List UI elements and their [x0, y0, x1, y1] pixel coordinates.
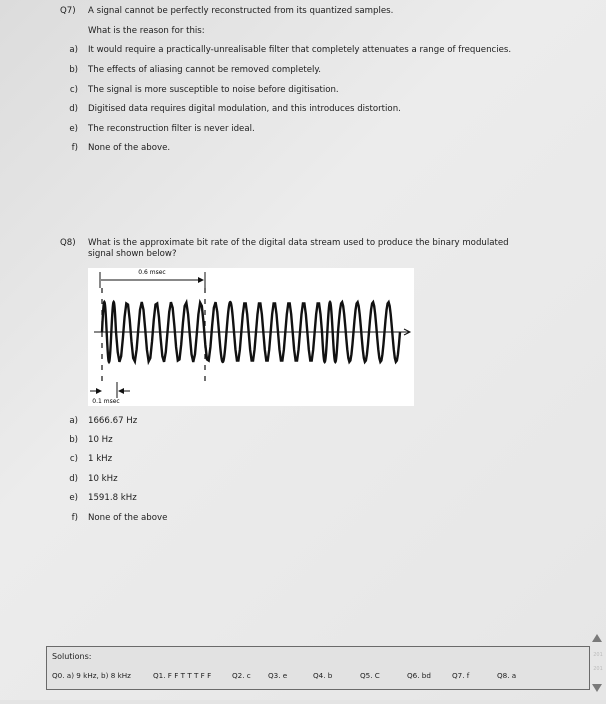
- q7-option-c: The signal is more susceptible to noise before digitisation.: [88, 85, 339, 95]
- q8-option-f: None of the above: [88, 513, 168, 523]
- q8-question-line1: What is the approximate bit rate of the digital data stream used to produce the binary modulated: [88, 238, 509, 248]
- sidebar-text-top: 201: [593, 652, 603, 658]
- solution-q1: Q1. F F T T T F F: [153, 671, 212, 680]
- q7-option-e-label: e): [69, 124, 78, 134]
- q8-option-f-label: f): [71, 513, 78, 523]
- solutions-box: [46, 646, 590, 690]
- solution-q5: Q5. C: [360, 671, 380, 680]
- q8-option-c-label: c): [69, 454, 78, 464]
- solution-q8: Q8. a: [497, 671, 517, 680]
- q7-option-b-label: b): [69, 65, 78, 75]
- sidebar-text-bottom: 201: [593, 666, 603, 672]
- solution-q4: Q4. b: [313, 671, 333, 680]
- solutions-title: Solutions:: [52, 652, 92, 661]
- q8-option-c: 1 kHz: [88, 454, 113, 464]
- q7-question: A signal cannot be perfectly reconstructed from its quantized samples.: [88, 6, 394, 16]
- q7-option-f-label: f): [71, 143, 78, 153]
- bottom-dimension-label: 0.1 msec: [92, 398, 120, 405]
- solution-q3: Q3. e: [268, 671, 288, 680]
- q7-option-d: Digitised data requires digital modulation, and this introduces distortion.: [88, 104, 401, 114]
- q8-option-e: 1591.8 kHz: [88, 493, 137, 503]
- q8-option-b-label: b): [69, 435, 78, 445]
- q8-option-d: 10 kHz: [88, 474, 118, 484]
- scroll-down-icon[interactable]: [592, 684, 602, 692]
- q7-option-e: The reconstruction filter is never ideal.: [88, 124, 255, 134]
- solution-q6: Q6. bd: [407, 671, 431, 680]
- solution-q7: Q7. f: [452, 671, 470, 680]
- q8-option-a-label: a): [69, 416, 78, 426]
- modulated-signal-figure: [88, 268, 414, 406]
- q7-prompt: What is the reason for this:: [88, 26, 205, 36]
- q8-option-b: 10 Hz: [88, 435, 113, 445]
- q8-option-e-label: e): [69, 493, 78, 503]
- q7-option-a: It would require a practically-unrealisable filter that completely attenuates a range of frequencies.: [88, 45, 512, 55]
- top-dimension-label: 0.6 msec: [138, 269, 166, 276]
- modulated-signal-diagram: [88, 268, 414, 406]
- q7-option-c-label: c): [69, 85, 78, 95]
- q8-option-a: 1666.67 Hz: [88, 416, 138, 426]
- q7-number: Q7): [60, 6, 76, 16]
- q8-number: Q8): [60, 238, 76, 248]
- q8-option-d-label: d): [69, 474, 78, 484]
- q7-option-f: None of the above.: [88, 143, 171, 153]
- q7-option-d-label: d): [69, 104, 78, 114]
- solution-q2: Q2. c: [232, 671, 251, 680]
- scroll-up-icon[interactable]: [592, 634, 602, 642]
- q8-question-line2: signal shown below?: [88, 249, 177, 259]
- q7-option-b: The effects of aliasing cannot be removed completely.: [88, 65, 321, 75]
- q7-option-a-label: a): [69, 45, 78, 55]
- side-scrollbar[interactable]: [588, 632, 606, 700]
- solution-q0: Q0. a) 9 kHz, b) 8 kHz: [52, 671, 131, 680]
